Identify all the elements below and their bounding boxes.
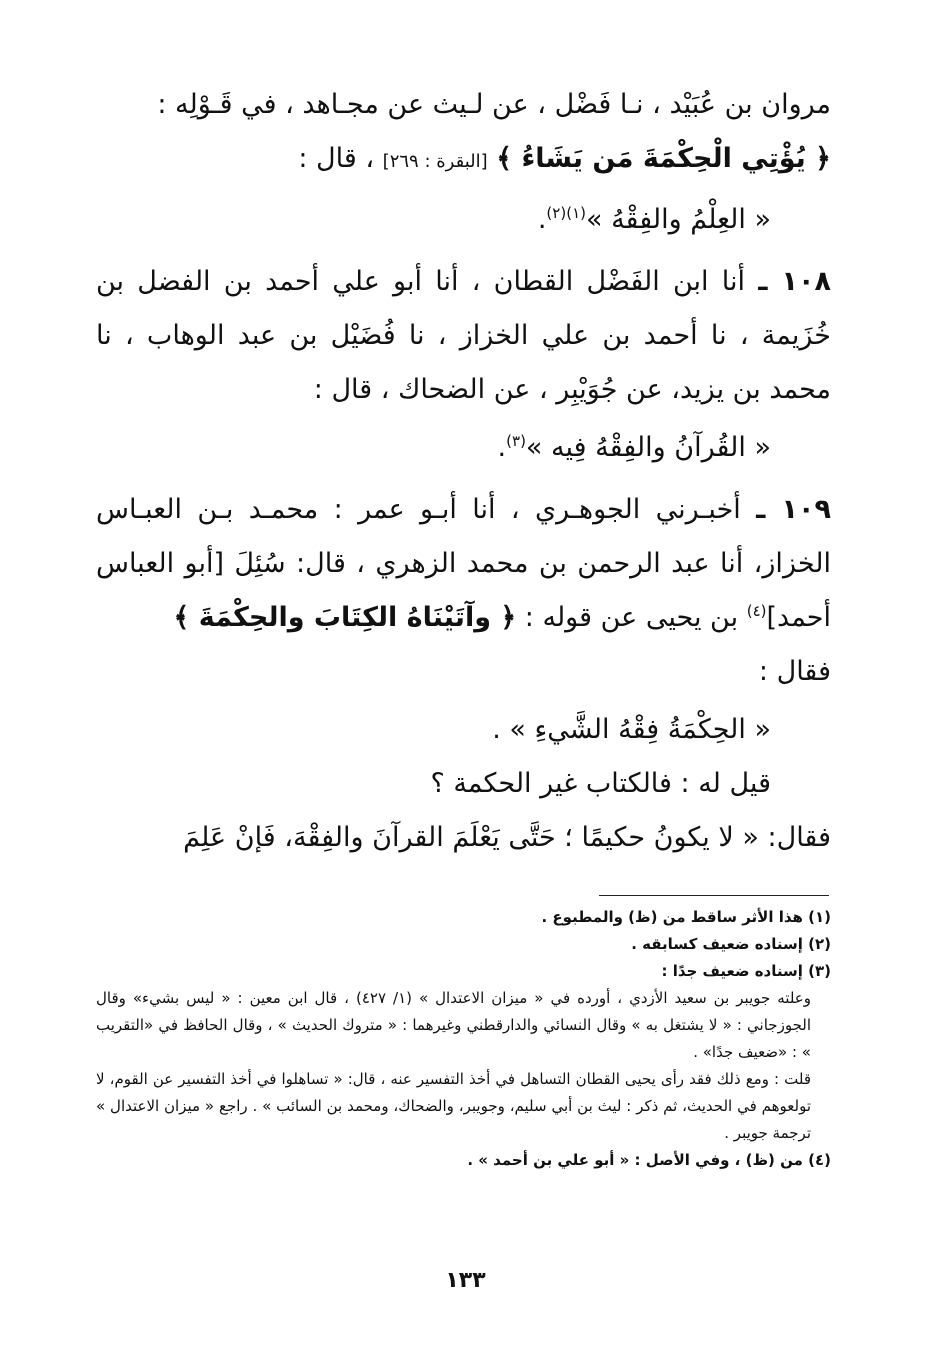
quote-text: « العِلْمُ والفِقْهُ »: [585, 204, 771, 235]
paragraph-109: [96, 483, 831, 699]
footnotes: [96, 904, 831, 1174]
text-span: .: [537, 204, 547, 235]
text-span: فقال :: [758, 656, 831, 687]
text-line: [96, 132, 831, 189]
paragraph-108: [96, 255, 831, 417]
footnote-3: (٣) إسناده ضعيف جدًا :: [661, 962, 831, 980]
quote: [96, 703, 831, 757]
text-span: فقال: « لا يكونُ حكيمًا ؛ حَتَّى يَعْلَمَ القرآنَ والفِقْهَ، فَإنْ عَلِمَ: [183, 822, 831, 853]
verse-reference: [البقرة : ٢٦٩]: [382, 151, 488, 172]
narration-text: أنا ابن الفَضْل القطان ، أنا أبو علي أحمد بن الفضل بن خُزَيمة ، نا أحمد بن علي الخزاز ، نا فُضَيْل بن عبد الوهاب ، نا محمد بن يزيد، عن جُوَيْبِر ، عن الضحاك ، قال :: [96, 266, 831, 405]
footnote-2: (٢) إسناده ضعيف كسابقه .: [631, 935, 831, 953]
main-text: [96, 78, 831, 865]
answer-line: [96, 811, 831, 865]
footnote-marker: (٤): [746, 602, 767, 620]
question-line: [96, 757, 831, 811]
footnote-marker: (٣): [506, 432, 526, 450]
quran-verse: ﴿ وآتَيْنَاهُ الكِتَابَ والحِكْمَةَ ﴾: [173, 602, 517, 633]
text-span: .: [497, 432, 507, 463]
footnote-marker: (١)(٢): [546, 204, 586, 222]
footnote-divider: [599, 895, 829, 896]
quote: [96, 193, 831, 247]
text-span: ، قال :: [298, 143, 375, 174]
footnote-4: (٤) من (ظ) ، وفي الأصل : « أبو علي بن أحمد » .: [467, 1151, 831, 1169]
footnote-3-comment: قلت : ومع ذلك فقد رأى يحيى القطان التساهل في أخذ التفسير عنه ، قال: « تساهلوا في أخذ التفسير عن القوم، لا تولعوهم في الحديث، ثم ذكر : ليث بن أبي سليم، وجويبر، والضحاك، ومحمد بن السائب » . راجع « ميزان الاعتدال » ترجمة جويبر .: [96, 1070, 811, 1142]
footnote-1: (١) هذا الأثر ساقط من (ظ) والمطبوع .: [541, 908, 831, 926]
footnote-3-detail: وعلته جويبر بن سعيد الأزدي ، أورده في « ميزان الاعتدال » (١/ ٤٢٧) ، قال ابن معين : « ليس بشيء» وقال الجوزجاني : « لا يشتغل به » وقال النسائي والدارقطني وغيرهما : « متروك الحديث » ، وقال الحافظ في «التقريب » : «ضعيف جدًا» .: [96, 989, 811, 1061]
text-line: [96, 78, 831, 132]
narration-number: ١٠٨ ـ: [758, 266, 831, 297]
quran-verse: ﴿ يُؤْتِي الْحِكْمَةَ مَن يَشَاءُ ﴾: [496, 143, 831, 174]
quote: [96, 421, 831, 475]
quote-text: « الحِكْمَةُ فِقْهُ الشَّيءِ » .: [492, 714, 771, 745]
narration-number: ١٠٩ ـ: [756, 494, 831, 525]
narration-text: أخبـرني الجوهـري ، أنا أبـو عمر : محمـد بـن العبـاس الخزاز، أنا عبد الرحمن بن محمد الزهري ، قال: سُئِلَ [أبو العباس أحمد]: [96, 494, 831, 633]
narration-text: بن يحيى عن قوله :: [524, 602, 739, 633]
text-span: مروان بن عُبَيْد ، نـا فَضْل ، عن لـيث عن مجـاهد ، في قَـوْلِه :: [157, 89, 831, 120]
quote-text: « القُرآنُ والفِقْهُ فِيه »: [525, 432, 771, 463]
text-span: قيل له : فالكتاب غير الحكمة ؟: [430, 768, 771, 799]
page-number: ١٣٣: [445, 1268, 486, 1293]
